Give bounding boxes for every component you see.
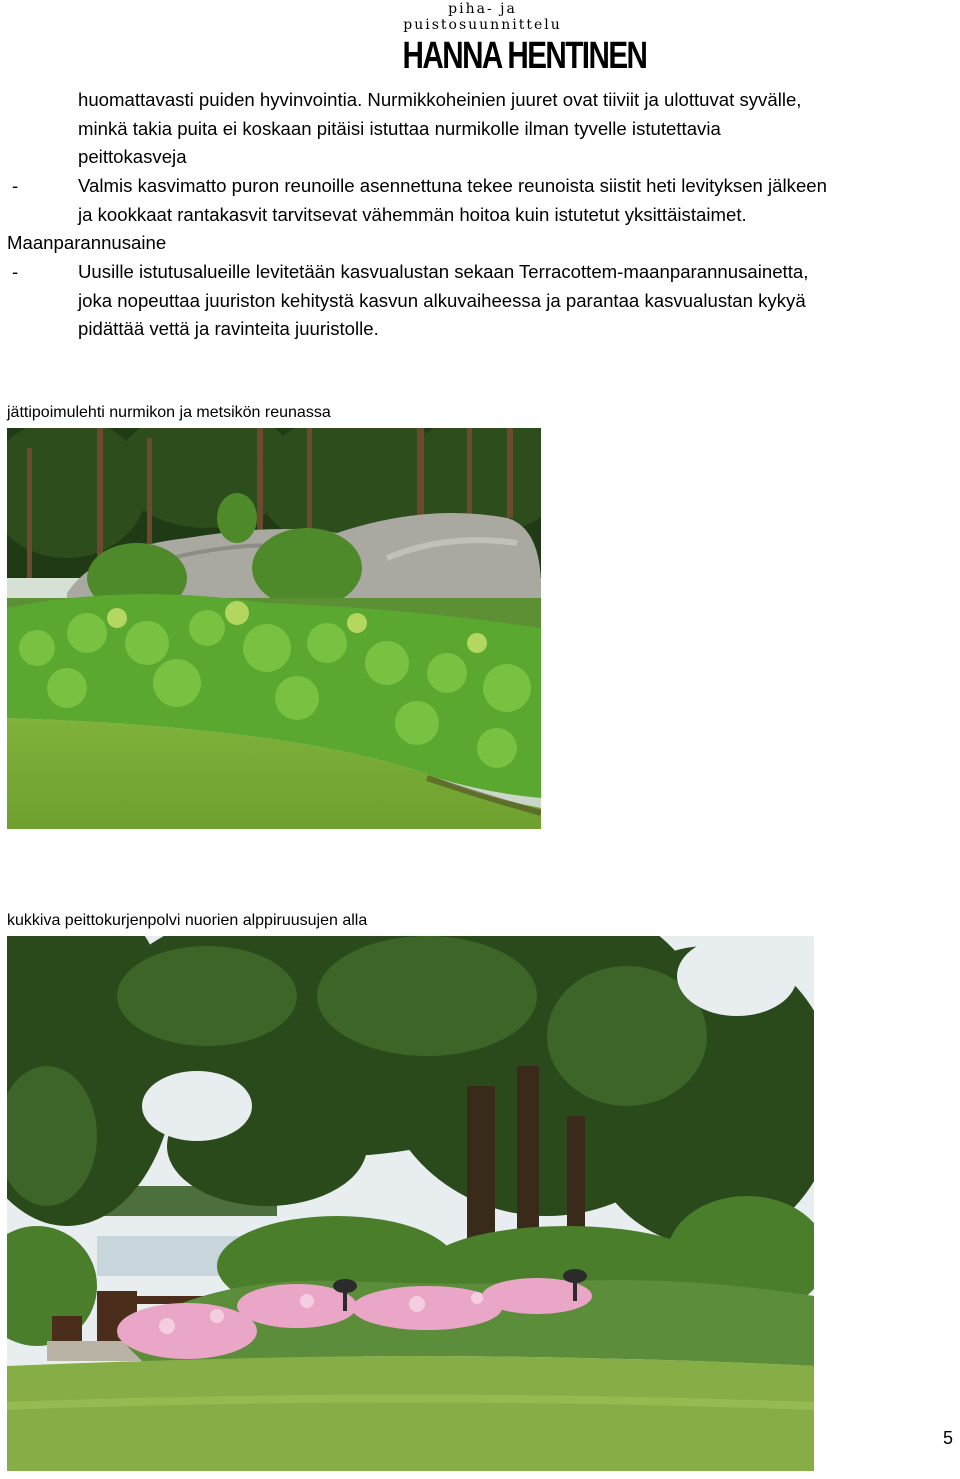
- garden-photo-lady's-mantle: [7, 428, 541, 829]
- logo-tagline: piha- ja puistosuunnittelu: [403, 1, 562, 33]
- bullet-marker: -: [12, 175, 19, 196]
- bullet-line: Uusille istutusalueille levitetään kasvualustan sekaan Terracottem-maanparannusainetta,: [78, 261, 809, 282]
- garden-photo-geranium: [7, 936, 814, 1471]
- paragraph-line: minkä takia puita ei koskaan pitäisi istuttaa nurmikolle ilman tyvelle istutettavia: [78, 118, 721, 139]
- bullet-marker: -: [12, 261, 19, 282]
- company-logo: [380, 0, 647, 79]
- bullet-line: joka nopeuttaa juuriston kehitystä kasvun alkuvaiheessa ja parantaa kasvualustan kykyä: [78, 290, 806, 311]
- bullet-line: Valmis kasvimatto puron reunoille asennettuna tekee reunoista siistit heti levityksen jälkeen: [78, 175, 827, 196]
- paragraph-line: huomattavasti puiden hyvinvointia. Nurmikkoheinien juuret ovat tiiviit ja ulottuvat syvälle,: [78, 89, 802, 110]
- figure-caption: jättipoimulehti nurmikon ja metsikön reunassa: [7, 404, 331, 421]
- bullet-line: ja kookkaat rantakasvit tarvitsevat vähemmän hoitoa kuin istutetut yksittäistaimet.: [78, 204, 747, 225]
- page-number: 5: [942, 1428, 953, 1448]
- paragraph-line: peittokasveja: [78, 146, 187, 167]
- figure-caption: kukkiva peittokurjenpolvi nuorien alppiruusujen alla: [7, 912, 368, 929]
- section-heading: Maanparannusaine: [7, 232, 167, 253]
- logo-name: HANNA HENTINEN: [402, 35, 647, 77]
- bullet-line: pidättää vettä ja ravinteita juuristolle.: [78, 318, 379, 339]
